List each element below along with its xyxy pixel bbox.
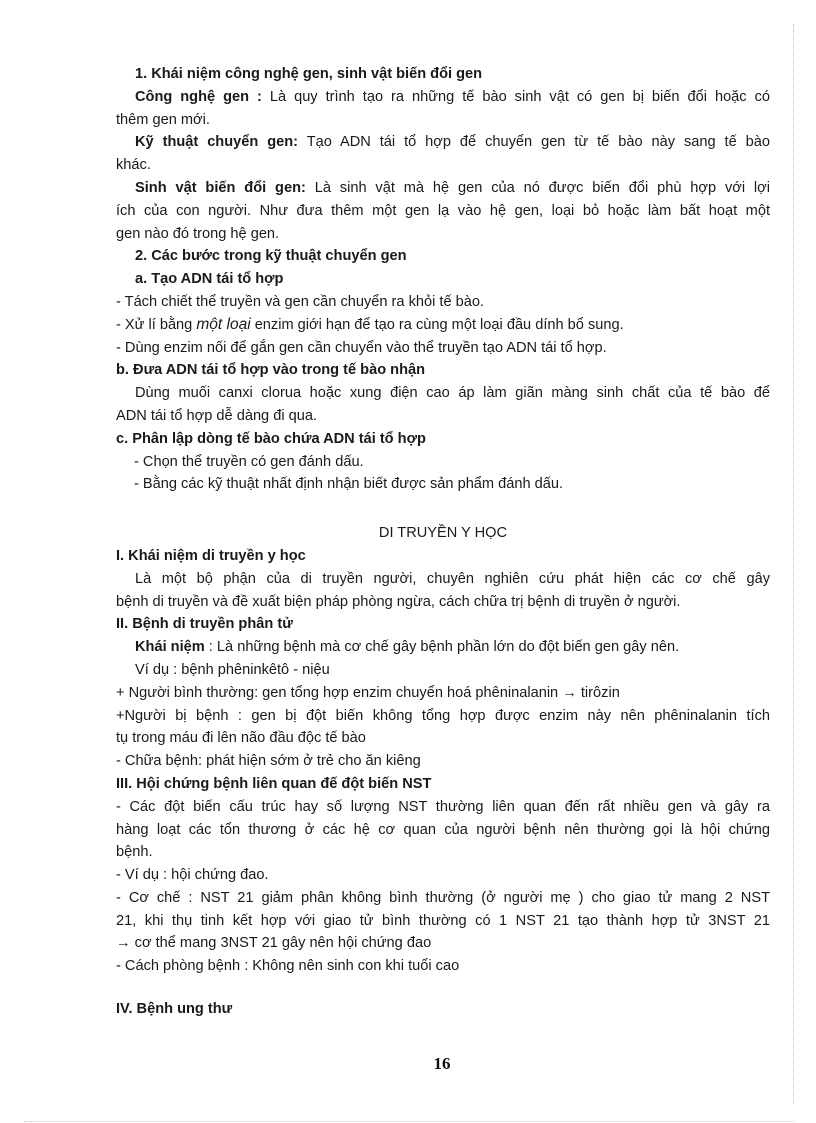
syndrome-mechanism-3	[116, 932, 770, 955]
text: - Xử lí bằng	[116, 316, 197, 333]
heading-chromosome-syndrome: III. Hội chứng bệnh liên quan đế đột biến NST	[116, 775, 432, 792]
normal-person-line	[116, 682, 770, 705]
text: tirôzin	[576, 684, 620, 701]
syndrome-paragraph-3: bệnh.	[116, 844, 153, 861]
syndrome-paragraph-1: - Các đột biến cấu trúc hay số lượng NST thường liên quan đến rất nhiều gen và gây ra	[116, 798, 770, 815]
step-c-title: c. Phân lập dòng tế bào chứa ADN tái tổ hợp	[116, 430, 426, 447]
heading-gene-technology: 1. Khái niệm công nghệ gen, sinh vật biến đổi gen	[135, 66, 483, 82]
definition-gene-technology	[116, 86, 770, 109]
step-a-item-2	[116, 314, 770, 337]
step-a-item-3: - Dùng enzim nối để gắn gen cần chuyển vào thể truyền tạo ADN tái tổ hợp.	[116, 339, 607, 356]
definition-gene-transfer-cont: khác.	[116, 157, 151, 174]
syndrome-mechanism-1: - Cơ chế : NST 21 giảm phân không bình thường (ở người mẹ ) cho giao tử mang 2 NST	[116, 889, 770, 906]
term-gmo: Sinh vật biến đổi gen:	[135, 179, 306, 196]
text: Là sinh vật mà hệ gen của nó được biến đổi phù hợp với lợi	[305, 179, 770, 196]
definition-gmo-cont-2: gen nào đó trong hệ gen.	[116, 225, 280, 242]
term-concept: Khái niệm	[135, 639, 205, 656]
molecular-disease-example: Ví dụ : bệnh phêninkêtô - niệu	[135, 661, 330, 678]
text: + Người bình thường: gen tổng hợp enzim chuyển hoá phêninalanin	[116, 684, 563, 701]
paragraph-medical-genetics: Là một bộ phận của di truyền người, chuyên nghiên cứu phát hiện các cơ chế gây	[135, 570, 770, 587]
step-a-item-1: - Tách chiết thể truyền và gen cần chuyển ra khỏi tế bào.	[116, 293, 485, 310]
syndrome-prevention: - Cách phòng bệnh : Không nên sinh con khi tuổi cao	[116, 958, 460, 975]
heading-gene-transfer-steps: 2. Các bước trong kỹ thuật chuyển gen	[135, 248, 407, 265]
sick-person-line-cont: tụ trong máu đi lên não đầu độc tế bào	[116, 730, 366, 747]
step-b-text-cont: ADN tái tổ hợp dễ dàng đi qua.	[116, 407, 318, 424]
definition-gmo-cont-1: ích của con người. Như đưa thêm một gen lạ vào hệ gen, loại bỏ hoặc làm bất hoạt một	[116, 202, 770, 219]
text: Tạo ADN tái tổ hợp để chuyển gen từ tế bào này sang tế bào	[298, 134, 770, 151]
syndrome-mechanism-2: 21, khi thụ tinh kết hợp với giao tử bình thường có 1 NST 21 tạo thành hợp tử 3NST 21	[116, 912, 770, 929]
sick-person-line: +Người bị bệnh : gen bị đột biến không tổng hợp được enzim này nên phêninalanin tích	[116, 707, 770, 724]
heading-molecular-disease: II. Bệnh di truyền phân tử	[116, 616, 293, 633]
heading-cancer: IV. Bệnh ung thư	[116, 1001, 233, 1018]
text: cơ thể mang 3NST 21 gây nên hội chứng đao	[130, 935, 432, 952]
step-b-title: b. Đưa ADN tái tổ hợp vào trong tế bào nhận	[116, 362, 426, 379]
document-body	[116, 63, 770, 1021]
italic-text: một loại	[196, 315, 251, 333]
term-gene-technology: Công nghệ gen :	[135, 88, 262, 105]
term-gene-transfer: Kỹ thuật chuyển gen:	[135, 134, 299, 151]
step-b-text: Dùng muối canxi clorua hoặc xung điện cao áp làm giãn màng sinh chất của tế bào để	[135, 385, 770, 402]
arrow-right-icon: →	[562, 684, 577, 701]
treatment-line: - Chữa bệnh: phát hiện sớm ở trẻ cho ăn kiêng	[116, 753, 421, 770]
page-border-bottom	[24, 1121, 794, 1122]
arrow-right-icon: →	[116, 935, 131, 952]
text: : Là những bệnh mà cơ chế gây bệnh phần lớn do đột biến gen gây nên.	[204, 639, 680, 656]
page-border-right	[793, 24, 794, 1104]
step-a-title: a. Tạo ADN tái tổ hợp	[135, 271, 284, 288]
text: Là quy trình tạo ra những tế bào sinh vật có gen bị biến đổi hoặc có	[261, 88, 770, 105]
page-number: 16	[433, 1054, 451, 1073]
molecular-disease-definition	[116, 636, 770, 659]
syndrome-paragraph-2: hàng loạt các tổn thương ở các hệ cơ quan của người bệnh nên thường gọi là hội chứng	[116, 821, 770, 838]
paragraph-medical-genetics-cont: bệnh di truyền và đề xuất biện pháp phòng ngừa, cách chữa trị bệnh di truyền ở người.	[116, 593, 681, 610]
text: enzim giới hạn để tạo ra cùng một loại đầu dính bổ sung.	[250, 316, 624, 333]
step-c-item-1: - Chọn thể truyền có gen đánh dấu.	[134, 453, 364, 470]
section-title-medical-genetics: DI TRUYỀN Y HỌC	[378, 525, 508, 542]
step-c-item-2: - Bằng các kỹ thuật nhất định nhận biết được sản phẩm đánh dấu.	[134, 476, 564, 493]
definition-gene-transfer	[116, 131, 770, 154]
heading-medical-genetics-concept: I. Khái niệm di truyền y học	[116, 547, 306, 564]
definition-gene-technology-cont: thêm gen mới.	[116, 111, 210, 128]
syndrome-example: - Ví dụ : hội chứng đao.	[116, 867, 269, 884]
definition-gmo	[116, 177, 770, 200]
